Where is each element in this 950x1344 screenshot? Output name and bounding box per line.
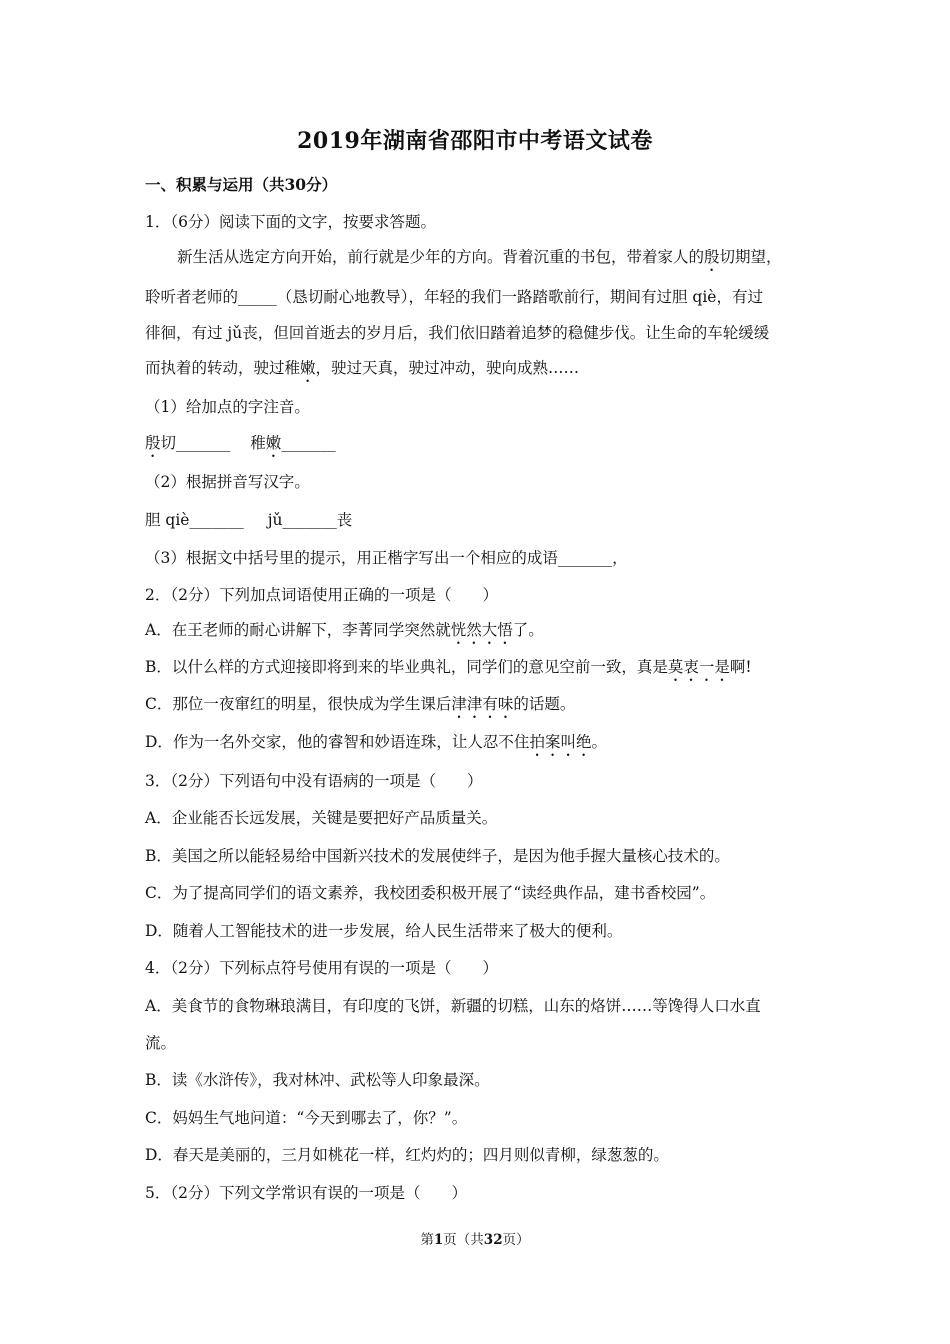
q1-sub3: （3）根据文中括号里的提示，用正楷字写出一个相应的成语_______，: [145, 549, 628, 567]
q2-option-a: [145, 620, 544, 648]
q1-sub1: （1）给加点的字注音。: [145, 398, 310, 416]
answer-blank[interactable]: jǔ_______丧: [267, 511, 353, 529]
dotted-char: 殷: [704, 248, 720, 266]
q1-header: 1．（6分）阅读下面的文字，按要求答题。: [145, 213, 436, 231]
q5-header: 5．（2分）下列文学常识有误的一项是（ ）: [145, 1184, 467, 1202]
q2-option-b: [145, 657, 752, 685]
option-text: 啊!: [729, 658, 752, 676]
q3-header: 3．（2分）下列语句中没有语病的一项是（ ）: [145, 772, 483, 790]
dotted-word: 拍案叫绝: [529, 733, 592, 751]
dotted-word: 津津有味: [451, 695, 514, 713]
q1-sub2: （2）根据拼音写汉字。: [145, 473, 310, 491]
exam-title: 2019年湖南省邵阳市中考语文试卷: [297, 128, 653, 154]
footer-text: 页（共: [443, 1232, 484, 1248]
q4-option-d: D．春天是美丽的，三月如桃花一样，红灼灼的；四月则似青柳，绿葱葱的。: [145, 1146, 669, 1164]
passage-text: 切期望，: [719, 248, 782, 266]
answer-blank[interactable]: 胆 qiè_______: [145, 511, 244, 529]
page-footer: [0, 1228, 950, 1248]
dotted-word: 恍然大悟: [450, 621, 513, 639]
option-text: 的话题。: [513, 695, 576, 713]
dotted-word: 莫衷一是: [667, 658, 730, 676]
passage-text: 而执着的转动，驶过稚: [145, 359, 301, 377]
q1-passage-line1: [177, 247, 782, 275]
option-text: B．以什么样的方式迎接即将到来的毕业典礼，同学们的意见空前一致，真是: [145, 658, 668, 676]
answer-blank[interactable]: _______: [281, 434, 336, 452]
q2-option-c: [145, 694, 575, 722]
q3-option-a: A．企业能否长远发展，关键是要把好产品质量关。: [145, 809, 498, 827]
passage-text: 新生活从选定方向开始，前行就是少年的方向。背着沉重的书包，带着家人的: [177, 248, 705, 266]
passage-text: ，驶过天真，驶过冲动，驶向成熟……: [315, 359, 580, 377]
option-text: A．在王老师的耐心讲解下，李菁同学突然就: [145, 621, 451, 639]
option-text: 了。: [512, 621, 544, 639]
q4-option-b: B．读《水浒传》，我对林冲、武松等人印象最深。: [145, 1071, 490, 1089]
option-text: C．那位一夜窜红的明星，很快成为学生课后: [145, 695, 452, 713]
dotted-char: 嫩: [265, 434, 282, 452]
option-text: 。: [591, 733, 607, 751]
q3-option-c: C．为了提高同学们的语文素养，我校团委积极开展了“读经典作品，建书香校园”。: [145, 884, 716, 902]
q4-option-a-line1: A．美食节的食物琳琅满目，有印度的飞饼，新疆的切糕，山东的烙饼……等馋得人口水直: [145, 997, 761, 1015]
section-heading: 一、积累与运用（共30分）: [145, 175, 338, 194]
total-pages: 32: [483, 1232, 503, 1248]
q1-sub2-answer: [145, 510, 352, 530]
q1-passage-line4: [145, 358, 579, 386]
q2-header: 2．（2分）下列加点词语使用正确的一项是（ ）: [145, 586, 498, 604]
q1-passage-line2: 聆听者老师的_____（恳切耐心地教导），年轻的我们一路踏歌前行，期间有过胆 qiè，有过: [145, 288, 763, 306]
answer-blank[interactable]: 切_______: [160, 434, 231, 452]
q2-option-d: [145, 732, 607, 760]
option-text: D．作为一名外交家，他的睿智和妙语连珠，让人忍不住: [145, 733, 530, 751]
q4-option-c: C．妈妈生气地问道：“今天到哪去了，你？”。: [145, 1109, 468, 1127]
q1-passage-line3: 徘徊，有过 jǔ丧，但回首逝去的岁月后，我们依旧踏着追梦的稳健步伐。让生命的车轮缓缓: [145, 324, 770, 342]
q1-sub1-answer: [145, 433, 336, 461]
q4-option-a-line2: 流。: [145, 1034, 177, 1052]
word-text: 稚: [250, 434, 266, 452]
footer-text: 第: [420, 1232, 434, 1248]
q4-header: 4．（2分）下列标点符号使用有误的一项是（ ）: [145, 959, 498, 977]
footer-text: 页）: [502, 1232, 530, 1248]
q3-option-b: B．美国之所以能轻易给中国新兴技术的发展使绊子，是因为他手握大量核心技术的。: [145, 847, 730, 865]
dotted-char: 殷: [145, 434, 161, 452]
q3-option-d: D．随着人工智能技术的进一步发展，给人民生活带来了极大的便利。: [145, 922, 623, 940]
dotted-char: 嫩: [300, 359, 316, 377]
page-number: 1: [433, 1232, 444, 1248]
